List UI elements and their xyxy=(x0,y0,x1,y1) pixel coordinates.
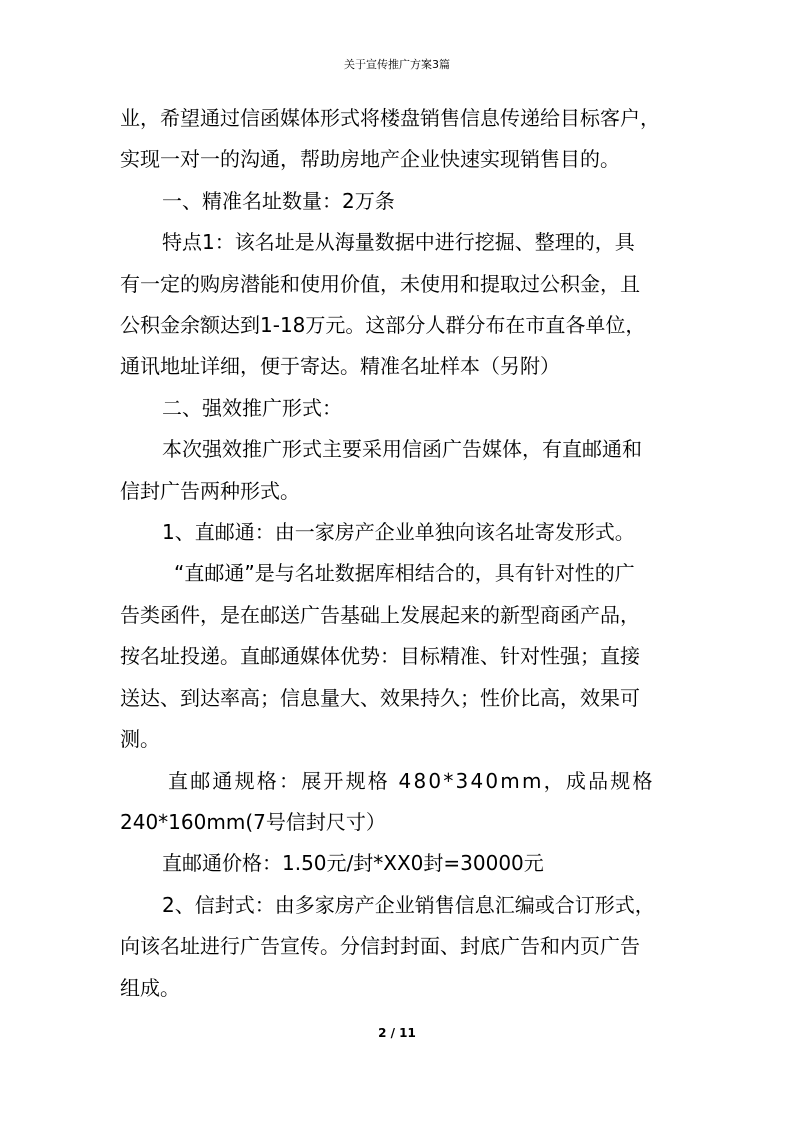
paragraph-line: 告类函件，是在邮送广告基础上发展起来的新型商函产品， xyxy=(120,602,640,627)
paragraph-line: 业，希望通过信函媒体形式将楼盘销售信息传递给目标客户， xyxy=(120,106,660,130)
paragraph-line: 实现一对一的沟通，帮助房地产企业快速实现销售目的。 xyxy=(120,147,620,172)
paragraph-line: 测。 xyxy=(120,727,160,752)
paragraph-line: 通讯地址详细，便于寄达。精准名址样本（另附） xyxy=(120,354,560,379)
paragraph-line: 有一定的购房潜能和使用价值，未使用和提取过公积金，且 xyxy=(120,271,640,296)
paragraph-line: 信封广告两种形式。 xyxy=(120,478,300,503)
paragraph-line: 公积金余额达到1-18万元。这部分人群分布在市直各单位， xyxy=(120,313,646,338)
paragraph-line: 直邮通规格：展开规格 480*340mm，成品规格 xyxy=(168,768,655,793)
section-heading: 一、精准名址数量：2万条 xyxy=(162,188,395,213)
paragraph-line: 1、直邮通：由一家房产企业单独向该名址寄发形式。 xyxy=(162,520,635,545)
paragraph-line: 向该名址进行广告宣传。分信封封面、封底广告和内页广告 xyxy=(120,934,640,959)
paragraph-line: 240*160mm(7号信封尺寸） xyxy=(120,809,386,834)
paragraph-line: 直邮通价格：1.50元/封*XX0封=30000元 xyxy=(162,851,544,876)
page-footer xyxy=(0,1026,794,1040)
paragraph-line: 按名址投递。直邮通媒体优势：目标精准、针对性强；直接 xyxy=(120,644,640,669)
paragraph-line: 组成。 xyxy=(120,975,180,1000)
paragraph-line: 特点1：该名址是从海量数据中进行挖掘、整理的，具 xyxy=(162,230,635,255)
document-body xyxy=(120,98,680,1009)
paragraph-line: “直邮通”是与名址数据库相结合的，具有针对性的广 xyxy=(174,561,635,586)
document-title: 关于宣传推广方案3篇 xyxy=(344,58,450,71)
paragraph-line: 本次强效推广形式主要采用信函广告媒体，有直邮通和 xyxy=(162,437,642,462)
paragraph-line: 2、信封式：由多家房产企业销售信息汇编或合订形式， xyxy=(162,892,655,917)
page-number: 2 / 11 xyxy=(378,1026,416,1040)
page-header xyxy=(0,58,794,72)
section-heading: 二、强效推广形式： xyxy=(162,395,342,420)
paragraph-line: 送达、到达率高；信息量大、效果持久；性价比高，效果可 xyxy=(120,685,640,710)
